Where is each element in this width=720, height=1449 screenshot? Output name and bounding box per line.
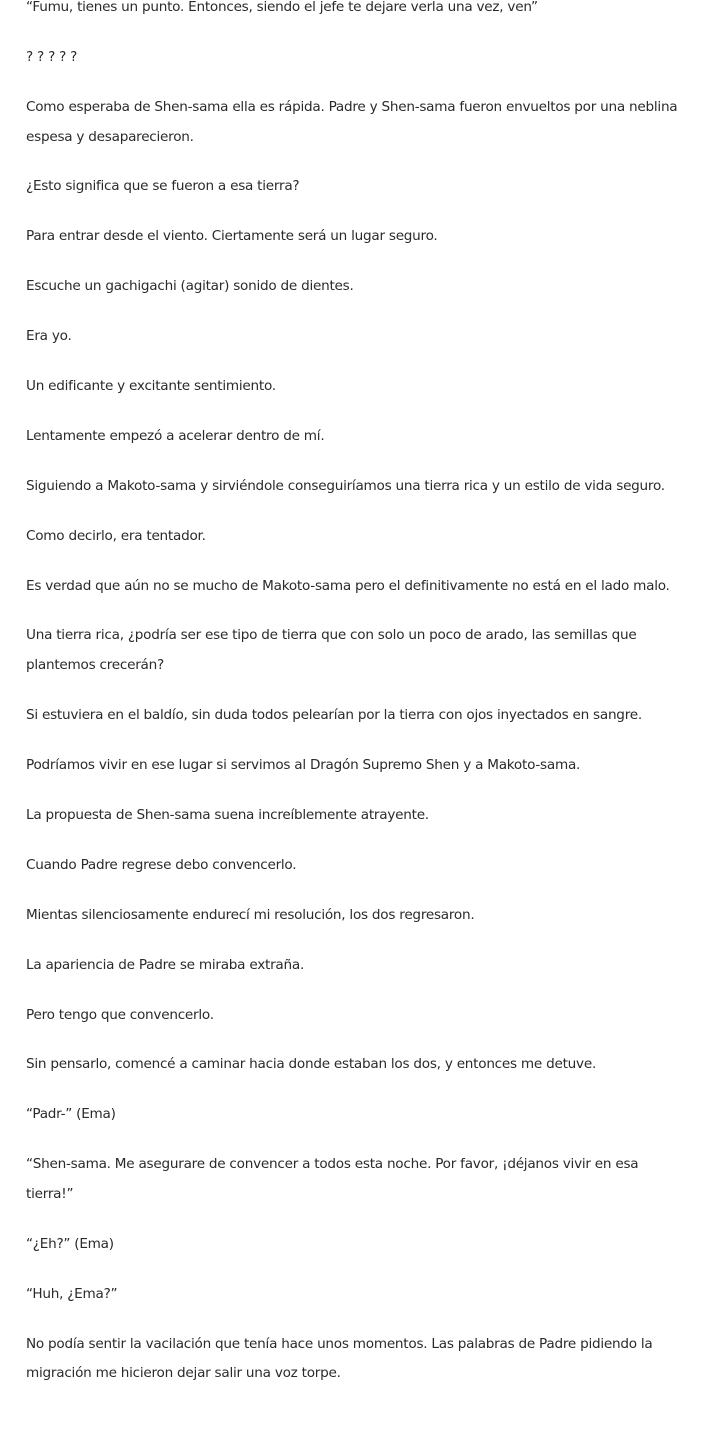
article-body xyxy=(26,0,686,1409)
paragraph: Como esperaba de Shen-sama ella es rápida. Padre y Shen-sama fueron envueltos por una neblina espesa y desaparecieron. xyxy=(26,98,678,145)
paragraph: Sin pensarlo, comencé a caminar hacia donde estaban los dos, y entonces me detuve. xyxy=(26,1056,597,1073)
paragraph: Mientas silenciosamente endurecí mi resolución, los dos regresaron. xyxy=(26,906,475,923)
paragraph: Era yo. xyxy=(26,328,72,345)
paragraph: Como decirlo, era tentador. xyxy=(26,527,206,544)
paragraph: “Shen-sama. Me asegurare de convencer a todos esta noche. Por favor, ¡déjanos vivir en esa tierra!” xyxy=(26,1156,639,1202)
paragraph: La propuesta de Shen-sama suena increíblemente atrayente. xyxy=(26,806,429,823)
paragraph: ¿Esto significa que se fueron a esa tierra? xyxy=(26,178,300,195)
paragraph: Es verdad que aún no se mucho de Makoto-sama pero el definitivamente no está en el lado malo. xyxy=(26,577,670,594)
paragraph: Para entrar desde el viento. Ciertamente será un lugar seguro. xyxy=(26,228,438,245)
paragraph: Lentamente empezó a acelerar dentro de mí. xyxy=(26,427,325,444)
paragraph: “Padr-” (Ema) xyxy=(26,1106,116,1123)
paragraph: Una tierra rica, ¿podría ser ese tipo de tierra que con solo un poco de arado, las semillas que plantemos crecerán? xyxy=(26,627,637,674)
paragraph: Pero tengo que convencerlo. xyxy=(26,1006,214,1023)
paragraph: Si estuviera en el baldío, sin duda todos pelearían por la tierra con ojos inyectados en sangre. xyxy=(26,707,642,724)
paragraph: La apariencia de Padre se miraba extraña. xyxy=(26,956,305,973)
paragraph: Escuche un gachigachi (agitar) sonido de dientes. xyxy=(26,278,354,295)
paragraph: Cuando Padre regrese debo convencerlo. xyxy=(26,856,297,873)
paragraph: “¿Eh?” (Ema) xyxy=(26,1235,114,1252)
paragraph: “Fumu, tienes un punto. Entonces, siendo el jefe te dejare verla una vez, ven” xyxy=(26,0,538,15)
paragraph: No podía sentir la vacilación que tenía hace unos momentos. Las palabras de Padre pidiendo la migración me hicieron dejar salir una voz torpe. xyxy=(26,1335,653,1382)
paragraph: Siguiendo a Makoto-sama y sirviéndole conseguiríamos una tierra rica y un estilo de vida seguro. xyxy=(26,477,665,494)
paragraph: “Huh, ¿Ema?” xyxy=(26,1285,118,1302)
paragraph: ? ? ? ? ? xyxy=(26,48,78,65)
paragraph: Un edificante y excitante sentimiento. xyxy=(26,378,276,395)
paragraph: Podríamos vivir en ese lugar si servimos al Dragón Supremo Shen y a Makoto-sama. xyxy=(26,757,581,774)
